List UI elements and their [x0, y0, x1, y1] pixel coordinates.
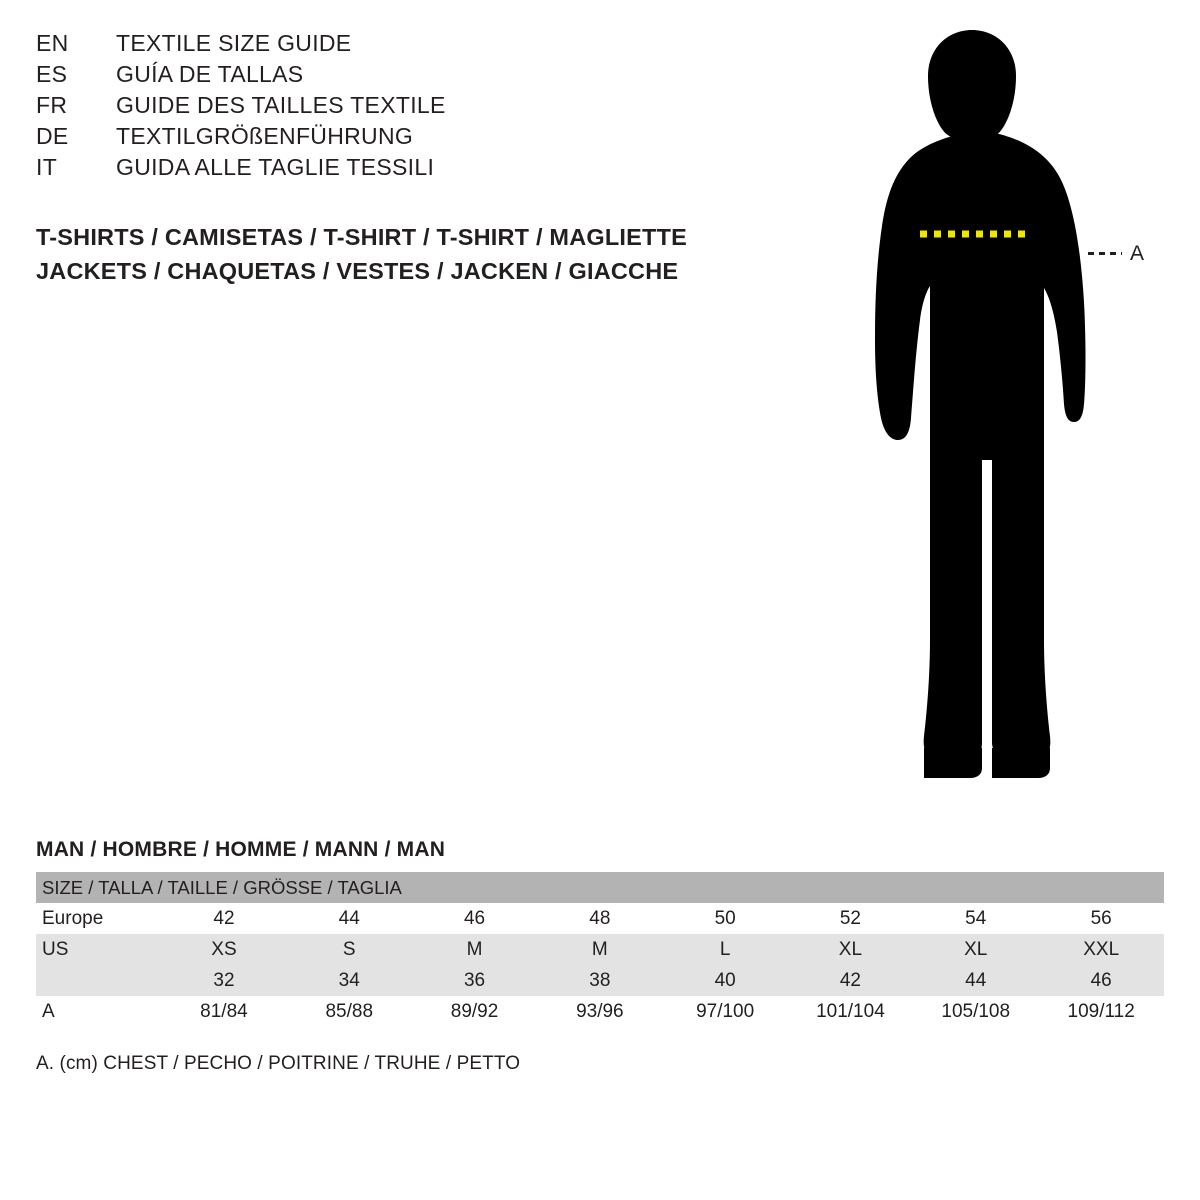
table-row — [36, 934, 1164, 965]
size-table-section — [36, 838, 1164, 1075]
table-cell: XL — [788, 934, 913, 965]
table-cell: XXL — [1038, 934, 1164, 965]
table-cell: 101/104 — [788, 996, 913, 1027]
category-jackets: JACKETS / CHAQUETAS / VESTES / JACKEN / GIACCHE — [36, 258, 679, 284]
language-title: GUIDA ALLE TAGLIE TESSILI — [116, 154, 435, 180]
table-footnote: A. (cm) CHEST / PECHO / POITRINE / TRUHE / PETTO — [36, 1053, 521, 1074]
table-group-title: MAN / HOMBRE / HOMME / MANN / MAN — [36, 838, 446, 861]
language-row — [36, 92, 756, 123]
language-code: EN — [36, 30, 69, 56]
table-cell: 109/112 — [1038, 996, 1164, 1027]
language-row — [36, 61, 756, 92]
table-header-row — [36, 872, 1164, 903]
table-cell: 46 — [1038, 965, 1164, 996]
callout-label-a: A — [1130, 242, 1145, 265]
table-cell: 93/96 — [537, 996, 662, 1027]
language-list — [36, 30, 756, 185]
table-cell: S — [287, 934, 412, 965]
row-label-europe: Europe — [36, 903, 161, 934]
table-cell: 52 — [788, 903, 913, 934]
language-title: GUÍA DE TALLAS — [116, 61, 304, 87]
row-label-us: US — [36, 934, 161, 965]
table-cell: 38 — [537, 965, 662, 996]
table-cell: 105/108 — [913, 996, 1038, 1027]
table-row — [36, 903, 1164, 934]
table-cell: 34 — [287, 965, 412, 996]
language-row — [36, 123, 756, 154]
language-row — [36, 30, 756, 61]
table-cell: 46 — [412, 903, 537, 934]
row-label-a: A — [36, 996, 161, 1027]
table-cell: 36 — [412, 965, 537, 996]
table-cell: M — [412, 934, 537, 965]
table-row — [36, 965, 1164, 996]
table-cell: 42 — [788, 965, 913, 996]
table-cell: 42 — [161, 903, 286, 934]
table-cell: 81/84 — [161, 996, 286, 1027]
table-cell: 85/88 — [287, 996, 412, 1027]
table-cell: 44 — [287, 903, 412, 934]
body-silhouette-figure — [820, 20, 1180, 790]
table-cell: XL — [913, 934, 1038, 965]
table-cell: 32 — [161, 965, 286, 996]
table-row — [36, 996, 1164, 1027]
table-cell: 48 — [537, 903, 662, 934]
male-silhouette-icon — [820, 20, 1180, 790]
size-table — [36, 872, 1164, 1027]
table-cell: 97/100 — [662, 996, 787, 1027]
table-cell: M — [537, 934, 662, 965]
language-code: ES — [36, 61, 68, 87]
language-row — [36, 154, 756, 185]
language-code: IT — [36, 154, 58, 180]
table-cell: L — [662, 934, 787, 965]
table-cell: 40 — [662, 965, 787, 996]
row-label-blank — [36, 965, 161, 996]
table-cell: 56 — [1038, 903, 1164, 934]
callout-leader-line — [1088, 252, 1122, 255]
language-code: DE — [36, 123, 69, 149]
language-title: GUIDE DES TAILLES TEXTILE — [116, 92, 446, 118]
category-list — [36, 220, 796, 288]
table-cell: XS — [161, 934, 286, 965]
language-title: TEXTILGRÖßENFÜHRUNG — [116, 123, 414, 149]
table-cell: 54 — [913, 903, 1038, 934]
table-cell: 89/92 — [412, 996, 537, 1027]
table-cell: 44 — [913, 965, 1038, 996]
table-header-label: SIZE / TALLA / TAILLE / GRÖSSE / TAGLIA — [36, 872, 1164, 903]
language-code: FR — [36, 92, 68, 118]
category-tshirts: T-SHIRTS / CAMISETAS / T-SHIRT / T-SHIRT / MAGLIETTE — [36, 224, 687, 250]
language-title: TEXTILE SIZE GUIDE — [116, 30, 352, 56]
table-cell: 50 — [662, 903, 787, 934]
